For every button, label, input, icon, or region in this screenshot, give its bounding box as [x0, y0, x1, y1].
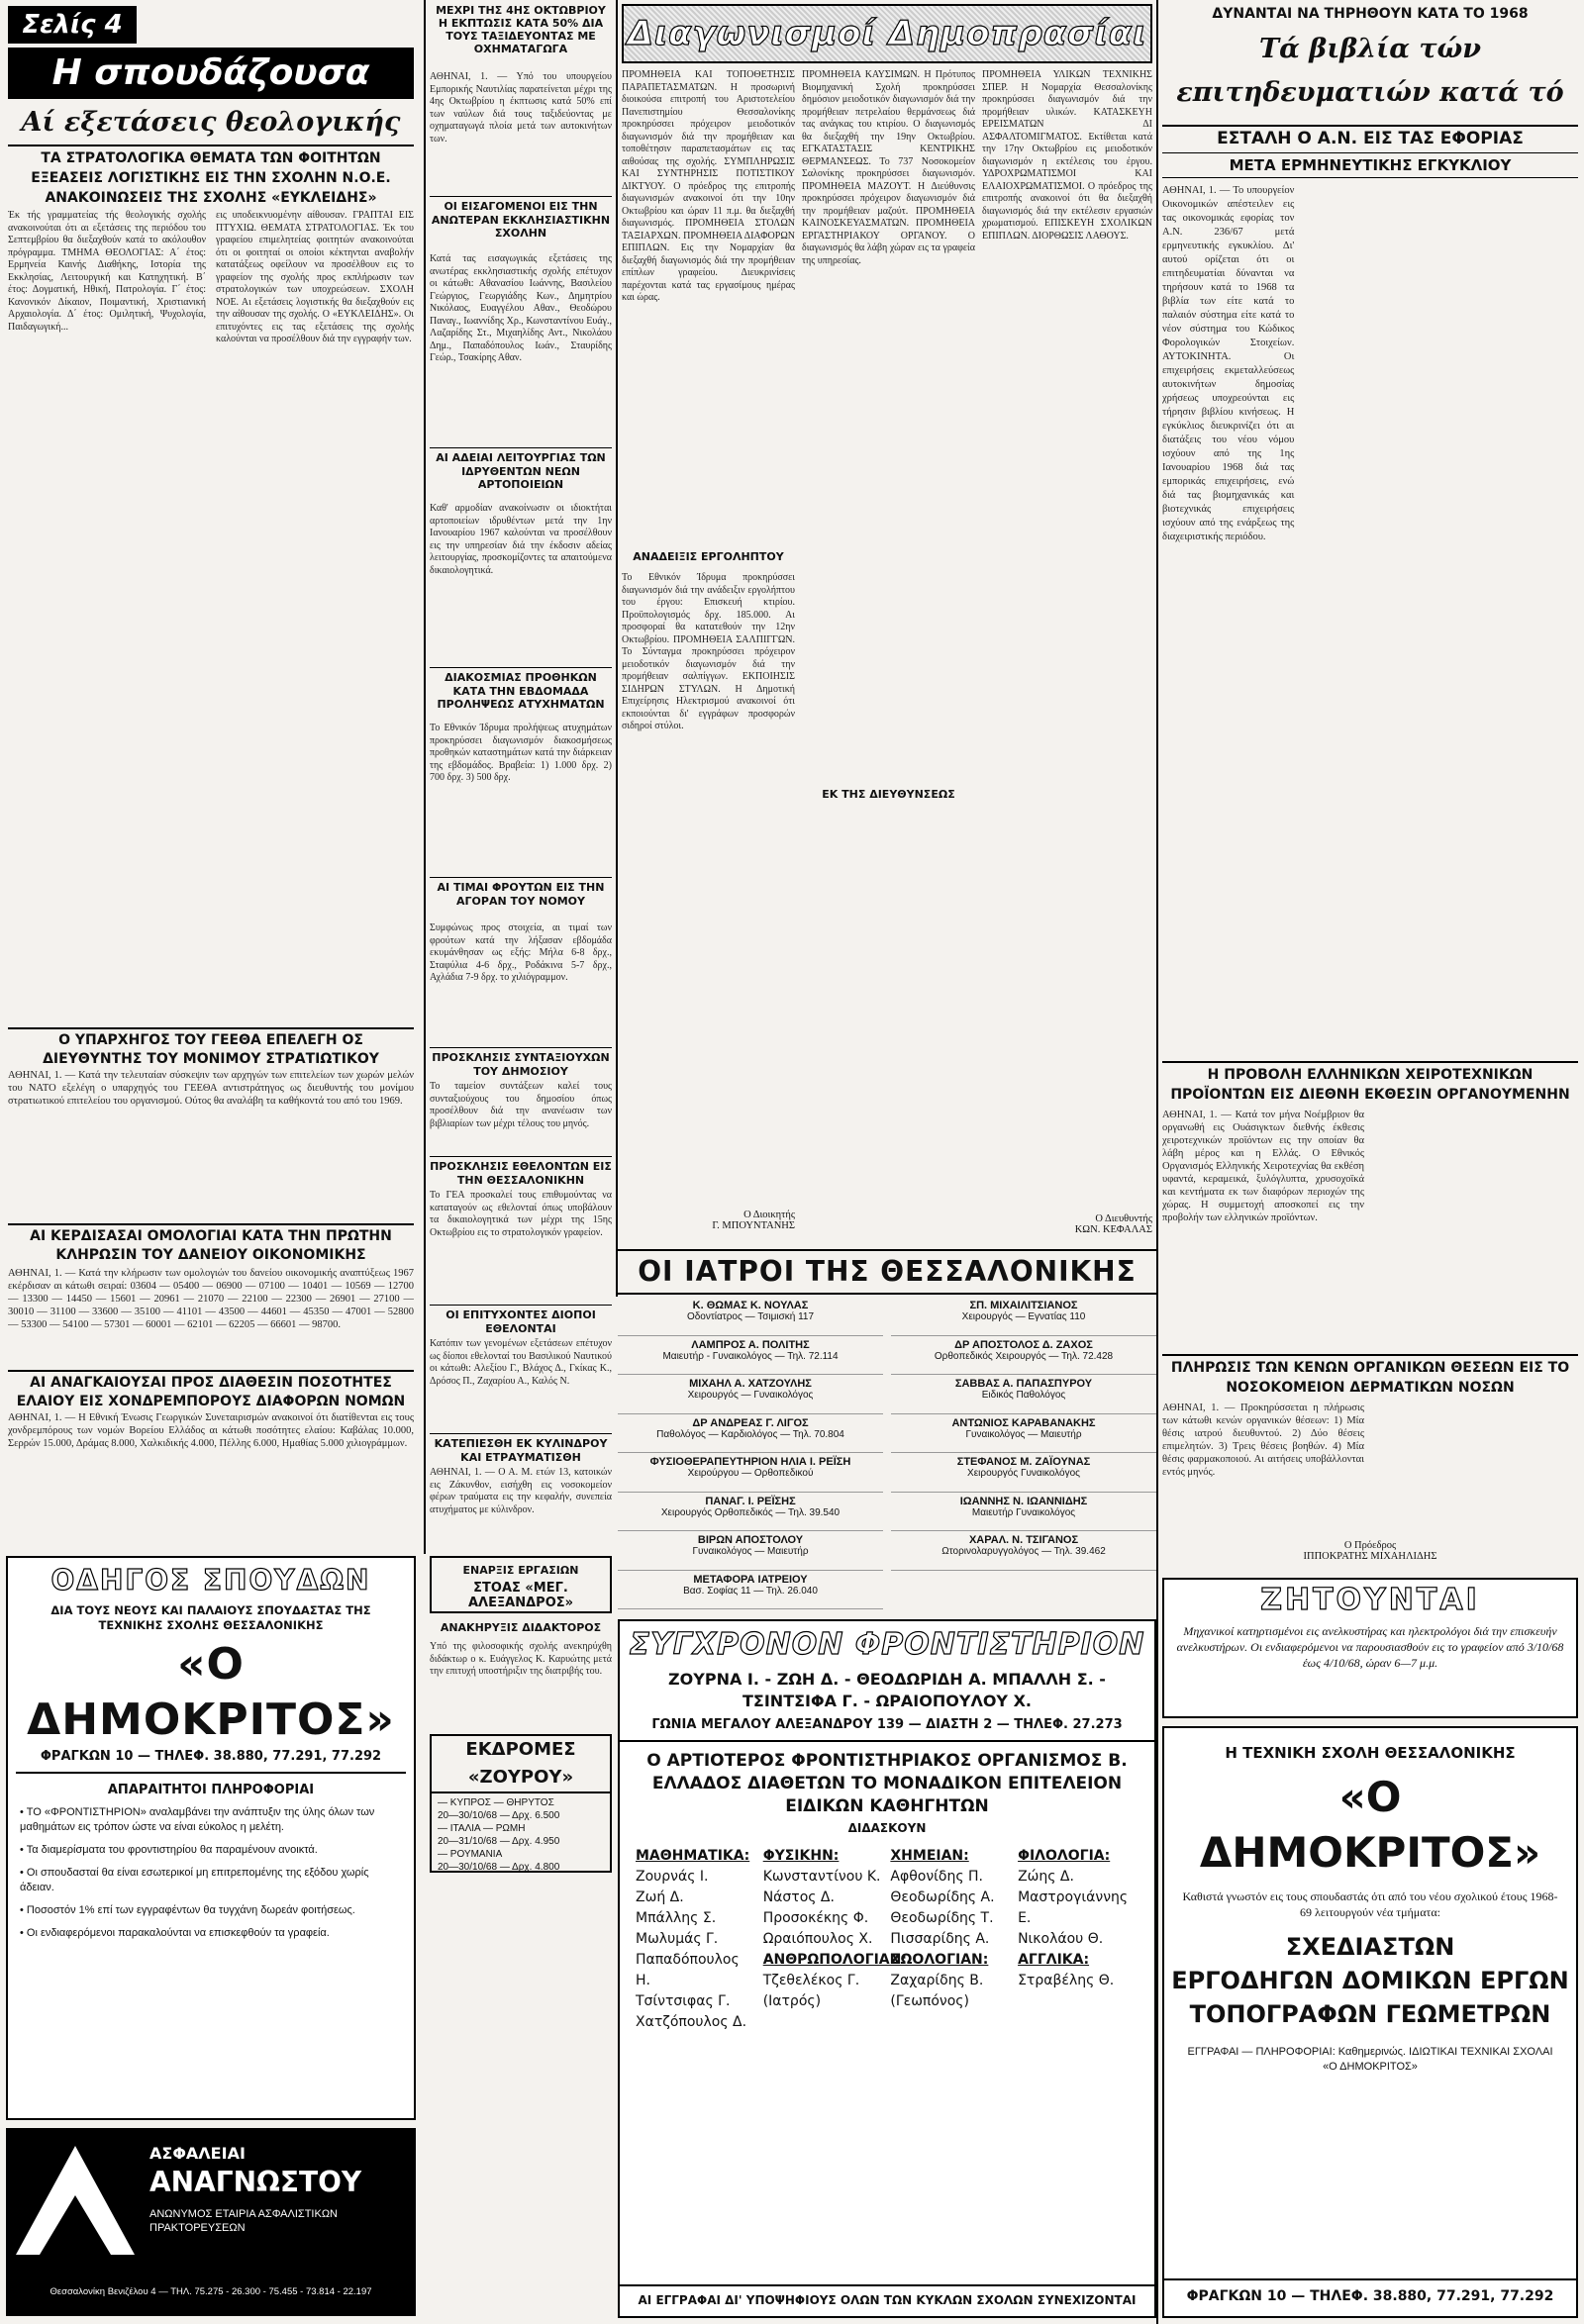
advertisement-excursions [430, 1734, 612, 1873]
ad-info-list [20, 1805, 402, 1941]
ad-school-name: «Ο ΔΗΜΟΚΡΙΤΟΣ» [27, 1639, 395, 1745]
column-rule [424, 0, 426, 1554]
article-headline: ΜΕΧΡΙ ΤΗΣ 4ΗΣ ΟΚΤΩΒΡΙΟΥ Η ΕΚΠΤΩΣΙΣ ΚΑΤΑ 50% ΔΙΑ ΤΟΥΣ ΤΑΞΙΔΕΥΟΝΤΑΣ ΜΕ ΟΧΗΜΑΤΑΓΩΓΑ [436, 4, 606, 55]
section-banner: Η σπουδάζουσα [8, 48, 414, 99]
article-headline: ΤΑ ΣΤΡΑΤΟΛΟΓΙΚΑ ΘΕΜΑΤΑ ΤΩΝ ΦΟΙΤΗΤΩΝ ΕΞΕΑΣΕΙΣ ΛΟΓΙΣΤΙΚΗΣ ΕΙΣ ΤΗΝ ΣΧΟΛΗΝ Ν.Ο.Ε. ΑΝΑΚΟΙΝΩΣΕΙΣ ΤΗΣ ΣΧΟΛΗΣ «ΕΥΚΛΕΙΔΗΣ» [8, 145, 414, 206]
teacher-name: Θεοδωρίδης Τ. [890, 1910, 994, 1926]
advertisement-democritos-2 [1162, 1726, 1578, 2318]
article-body: εις υποδεικνυομένην αίθουσαν. ΓΡΑΠΤΑΙ ΕΙΣ ΠΤΥΧΙΩ. ΘΕΜΑΤΑ ΣΤΡΑΤΟΛΟΓΙΑΣ. Έκ του γραφείου επιμελητείας φοιτητών ανακοινούται ότι οι φοιτηταί οι οποίοι κέκτηνται αναβολήν κατατάξεως οφείλουν να προσέλθουν εις το γραφείον της σχολής προς εκπλήρωσιν των στρατολογικών των υποχρεώσεων. ΣΧΟΛΗ ΝΟΕ. Αι εξετάσεις λογιστικής θα διεξαχθούν εις την αίθουσαν της σχολής. Ο «ΕΥΚΛΕΙΔΗΣ». Οι επιτυχόντες εις τας εξετάσεις της σχολής καλούνται να προσέλθουν διά την εγγραφήν των. [216, 210, 414, 344]
article-body: Έκ τής γραμματείας τής θεολογικής σχολής ανακοινούται ότι αι εξετάσεις της περιόδου του Σεπτεμβρίου θα διεξαχθούν κατά το ακόλουθον πρόγραμμα. ΤΜΗΜΑ ΘΕΟΛΟΓΙΑΣ: Α΄ έτος: Ερμηνεία Καινής Διαθήκης, Ιστορία της Εκκλησίας, Λειτουργική και Κατηχητική. Β΄ έτος: Δογματική, Ηθική, Πατρολογία. Γ΄ έτος: Κανονικόν Δίκαιον, Ποιμαντική, Χριστιανική Αρχαιολογία. Δ΄ έτος: Ομιλητική, Ψυχολογία, Παιδαγωγική... [8, 210, 206, 333]
article-body: Το Εθνικόν Ίδρυμα προλήψεως ατυχημάτων προκηρύσσει διαγωνισμόν διακοσμήσεως προθηκών καταστημάτων κατά την διάρκειαν της εβδομάδος. Βραβεία: 1) 1.000 δρχ. 2) 700 δρχ. 3) 500 δρχ. [430, 723, 612, 783]
doctor-listing [618, 1414, 883, 1454]
teacher-name: Πισσαρίδης Α. [890, 1931, 990, 1947]
doctor-listing [618, 1571, 883, 1610]
article-body: Το ΓΕΑ προσκαλεί τους επιθυμούντας να καταταγούν ως εθελονταί όπως υποβάλουν τα δικαιολογητικά των μέχρι της 15ης Οκτωβρίου εις το στρατολογικόν γραφείον. [430, 1190, 612, 1238]
triangle-logo-inner [40, 2195, 111, 2255]
doctor-info: Οδοντίατρος — Τσιμισκή 117 [686, 1311, 815, 1322]
article-body: ΑΘΗΝΑΙ, 1. — Κατά την τελευταίαν σύσκεψιν των αρχηγών των επιτελείων των χωρών μελών του ΝΑΤΟ εξελέγη ο υπαρχηγός του ΓΕΕΘΑ αντιστράτηγος ως διευθυντής του μονίμου στρατιωτικού επιτελείου του οργανισμού. Ούτος θα αναλάβη τα καθήκοντά του από του 1969. [8, 1070, 414, 1107]
article-headline: ΑΙ ΑΝΑΓΚΑΙΟΥΣΑΙ ΠΡΟΣ ΔΙΑΘΕΣΙΝ ΠΟΣΟΤΗΤΕΣ ΕΛΑΙΟΥ ΕΙΣ ΧΟΝΔΡΕΜΠΟΡΟΥΣ ΔΙΑΦΟΡΩΝ ΝΟΜΩΝ [8, 1370, 414, 1409]
doctor-listing [618, 1297, 883, 1336]
doctor-info: Μαιευτήρ Γυναικολόγος [971, 1506, 1076, 1518]
article-body: Το Εθνικόν Ίδρυμα προκηρύσσει διαγωνισμόν διά την ανάδειξιν εργολήπτου του έργου: Επισκευή κτιρίου. Προϋπολογισμός δρχ. 185.000. Αι προσφοραί θα κατατεθούν την 12ην Οκτωβρίου. ΠΡΟΜΗΘΕΙΑ ΣΑΛΠΙΓΓΩΝ. Το Σύνταγμα προκηρύσσει πρόχειρον μειοδοτικόν διαγωνισμόν διά την προμήθειαν σαλπίγγων. ΕΚΠΟΙΗΣΙΣ ΣΙΔΗΡΩΝ ΣΤΥΛΩΝ. Η Δημοτική Επιχείρησις Ηλεκτρισμού ανακοινοί ότι εκποιούνται δι' εγγράφων προσφορών σιδηροί στύλοι. [622, 572, 795, 731]
article-body: ΑΘΗΝΑΙ, 1. — Η Εθνική Ένωσις Γεωργικών Συνεταιρισμών ανακοινοί ότι διατίθενται εις τους χονδρεμπόρους των νομών Βορείου Ελλάδος αι κάτωθι ποσότητες ελαίου: Καβάλας 10.000, Σερρών 15.000, Δράμας 8.000, Χαλκιδικής 4.000, Πέλλης 6.000, Ημαθίας 5.000 χιλιογράμμων. [8, 1412, 414, 1449]
article-headline: ΠΡΟΣΚΛΗΣΙΣ ΣΥΝΤΑΞΙΟΥΧΩΝ ΤΟΥ ΔΗΜΟΣΙΟΥ [430, 1047, 612, 1079]
ad-course-item: ΣΧΕΔΙΑΣΤΩΝ [1285, 1933, 1455, 1961]
ad-teachers: ΖΟΥΡΝΑ Ι. - ΖΩΗ Δ. - ΘΕΟΔΩΡΙΔΗ Α. ΜΠΑΛΛΗ Σ. - ΤΣΙΝΤΣΙΦΑ Γ. - ΩΡΑΙΟΠΟΥΛΟΥ Χ. [668, 1670, 1106, 1710]
doctor-name: ΦΥΣΙΟΘΕΡΑΠΕΥΤΗΡΙΟΝ ΗΛΙΑ Ι. ΡΕΪΣΗ [649, 1456, 851, 1468]
teacher-name: Μπάλλης Σ. [636, 1910, 717, 1926]
subject-heading: ΦΙΛΟΛΟΓΙΑ: [1018, 1848, 1111, 1864]
article-body: Το ταμείον συντάξεων καλεί τους συνταξιούχους του δημοσίου όπως προσέλθουν διά την ανανέωσιν των βιβλιαρίων των μέχρι τέλους του μηνός. [430, 1081, 612, 1129]
doctor-info: Μαιευτήρ - Γυναικολόγος — Τηλ. 72.114 [662, 1350, 839, 1362]
ad-course-item: ΕΡΓΟΔΗΓΩΝ ΔΟΜΙΚΩΝ ΕΡΓΩΝ [1171, 1967, 1569, 1994]
doctors-title: ΟΙ ΙΑΤΡΟΙ ΤΗΣ ΘΕΣΣΑΛΟΝΙΚΗΣ [638, 1255, 1137, 1288]
ad-courses [1164, 1930, 1576, 2031]
article-headline: ΕΚ ΤΗΣ ΔΙΕΥΘΥΝΣΕΩΣ [822, 788, 955, 801]
ad-company-name: ΑΝΑΓΝΩΣΤΟΥ [149, 2166, 362, 2198]
doctor-name: ΣΑΒΒΑΣ Α. ΠΑΠΑΣΠΥΡΟΥ [954, 1378, 1093, 1390]
doctor-name: ΧΑΡΑΛ. Ν. ΤΣΙΓΑΝΟΣ [968, 1534, 1079, 1546]
article-headline: ΑΝΑΚΗΡΥΞΙΣ ΔΙΔΑΚΤΟΡΟΣ [440, 1621, 602, 1634]
teacher-name: Θεοδωρίδης Α. [890, 1889, 995, 1905]
doctor-listing [891, 1297, 1156, 1336]
notice-box [430, 1556, 612, 1613]
article-headline: ΑΙ ΑΔΕΙΑΙ ΛΕΙΤΟΥΡΓΙΑΣ ΤΩΝ ΙΔΡΥΘΕΝΤΩΝ ΝΕΩΝ ΑΡΤΟΠΟΙΕΙΩΝ [430, 447, 612, 501]
excursion-line: 20—30/10/68 — Δρχ. 4.800 [438, 1862, 560, 1873]
article-subheadline: ΕΣΤΑΛΗ Ο Α.Ν. ΕΙΣ ΤΑΣ ΕΦΟΡΙΑΣ [1162, 125, 1578, 150]
article-headline: ΟΙ ΕΠΙΤΥΧΟΝΤΕΣ ΔΙΟΠΟΙ ΕΘΕΛΟΝΤΑΙ [430, 1305, 612, 1336]
doctor-listing [618, 1336, 883, 1376]
ad-heading: ΣΥΓΧΡΟΝΟΝ ΦΡΟΝΤΙΣΤΗΡΙΟΝ [629, 1627, 1145, 1662]
teacher-name: Κωνσταντίνου Κ. [762, 1869, 881, 1885]
ad-address: ΦΡΑΓΚΩΝ 10 — ΤΗΛΕΦ. 38.880, 77.291, 77.292 [16, 1748, 406, 1774]
doctor-info: Βασ. Σοφίας 11 — Τηλ. 26.040 [683, 1585, 818, 1597]
article-headline: Τά βιβλία τών επιτηδευματιών κατά τό [1176, 34, 1564, 108]
article-headline: ΑΙ ΤΙΜΑΙ ΦΡΟΥΤΩΝ ΕΙΣ ΤΗΝ ΑΓΟΡΑΝ ΤΟΥ ΝΟΜΟΥ [430, 877, 612, 920]
teacher-name: Νάστος Δ. [762, 1889, 835, 1905]
article-body: ΑΘΗΝΑΙ, 1. — Κατά την κλήρωσιν των ομολογιών του δανείου οικονομικής αναπτύξεως 1967 εκέρδισαν αι κάτωθι σειραί: 03604 — 05400 — 06900 — 07100 — 10401 — 10569 — 12700 — 13300 — 14450 — 15601 — 20961 — 21070 — 22100 — 22300 — 26901 — 27100 — 30010 — 31100 — 33600 — 35100 — 41101 — 43500 — 44601 — 45350 — 47001 — 52800 — 53300 — 54100 — 57301 — 60001 — 62101 — 62205 — 66601 — 98700. [8, 1268, 414, 1330]
doctor-listing [618, 1375, 883, 1414]
ad-school-name: «Ο ΔΗΜΟΚΡΙΤΟΣ» [1199, 1773, 1541, 1877]
article-body: ΑΘΗΝΑΙ, 1. — Υπό του υπουργείου Εμπορικής Ναυτιλίας παρατείνεται μέχρι της 4ης Οκτωβρίου η έκπτωσις κατά 50% επί των ναύλων διά τους ταξιδεύοντας με οχηματαγωγά πλοία μετά των αυτοκινήτων των. [430, 71, 612, 145]
teacher-name: Τζεθελέκος Γ. [762, 1973, 860, 1988]
section-banner: Διαγωνισμοί Δημοπρασίαι [627, 14, 1147, 53]
excursion-line: — ΡΟΥΜΑΝΙΑ [438, 1849, 503, 1860]
doctor-listing [891, 1531, 1156, 1571]
ad-address: ΦΡΑΓΚΩΝ 10 — ΤΗΛΕΦ. 38.880, 77.291, 77.292 [1164, 2278, 1576, 2306]
doctors-directory [618, 1297, 1156, 1609]
doctor-info: Παθολόγος — Καρδιολόγος — Τηλ. 70.804 [656, 1428, 844, 1440]
doctor-name: Κ. ΘΩΜΑΣ Κ. ΝΟΥΛΑΣ [692, 1300, 809, 1311]
teacher-name: Προσοκέκης Φ. [762, 1910, 869, 1926]
article-body: Συμφώνως προς στοιχεία, αι τιμαί των φρούτων κατά την λήξασαν εβδομάδα εκυμάνθησαν ως εξής: Μήλα 6-8 δρχ., Σταφύλια 4-6 δρχ., Ροδάκινα 5-7 δρχ., Αχλάδια 7-9 δρχ. το χιλιόγραμμον. [430, 922, 612, 983]
doctor-info: Ορθοπεδικός Χειρουργός — Τηλ. 72.428 [934, 1350, 1114, 1362]
excursion-list [432, 1793, 610, 1873]
doctors-header [618, 1249, 1156, 1295]
doctor-listing [618, 1531, 883, 1571]
ad-heading: ΑΣΦΑΛΕΙΑΙ [149, 2144, 246, 2163]
article-body: ΠΡΟΜΗΘΕΙΑ ΚΑΙ ΤΟΠΟΘΕΤΗΣΙΣ ΠΑΡΑΠΕΤΑΣΜΑΤΩΝ. Η προσωρινή διοικούσα επιτροπή του Αριστοτελείου Πανεπιστημίου Θεσσαλονίκης προκηρύσσει πρόχειρον μειοδοτικόν διαγωνισμόν διά την προμήθειαν και τοποθέτησιν παραπετασμάτων εις τας αιθούσας της σχολής. ΣΥΜΠΛΗΡΩΣΙΣ ΚΑΙ ΣΥΝΤΗΡΗΣΙΣ ΠΟΤΙΣΤΙΚΟΥ ΔΙΚΤΥΟΥ. Ο πρόεδρος της επιτροπής διαγωνισμών ανακοινοί ότι την 10ην Οκτωβρίου και ώραν 11 π.μ. θα διεξαχθή διαγωνισμός. ΠΡΟΜΗΘΕΙΑ ΣΤΟΛΩΝ ΤΑΞΙΑΡΧΩΝ. ΠΡΟΜΗΘΕΙΑ ΔΙΑΦΟΡΩΝ ΕΠΙΠΛΩΝ. Εις την Νομαρχίαν θα διεξαχθή διαγωνισμός διά την προμήθειαν επίπλων γραφείου. Διευκρινίσεις παρέχονται κατά τας εργασίμους ημέρας και ώρας. [622, 69, 795, 303]
doctor-listing [891, 1493, 1156, 1532]
teacher-name: Ζαχαρίδης Β. [890, 1973, 984, 1988]
subject-column [890, 1846, 1011, 2033]
article-body: ΠΡΟΜΗΘΕΙΑ ΚΑΥΣΙΜΩΝ. Η Πρότυπος Βιομηχανική Σχολή προκηρύσσει δημόσιον μειοδοτικόν διαγωνισμόν διά την προμήθειαν πετρελαίου θερμάνσεως διά τας ανάγκας του κτιρίου. Ο διαγωνισμός θα διεξαχθή την 19ην Οκτωβρίου. ΕΓΚΑΤΑΣΤΑΣΙΣ ΚΕΝΤΡΙΚΗΣ ΘΕΡΜΑΝΣΕΩΣ. Το 737 Νοσοκομείον Σαλονίκης προκηρύσσει διαγωνισμόν. ΠΡΟΜΗΘΕΙΑ ΜΑΖΟΥΤ. Η Διεύθυνσις προκηρύσσει πρόχειρον διαγωνισμόν διά την προμήθειαν μαζούτ. ΠΡΟΜΗΘΕΙΑ ΚΑΙΝΟΣΚΕΥΑΣΜΑΤΩΝ. ΠΡΟΜΗΘΕΙΑ ΕΡΓΑΣΤΗΡΙΑΚΟΥ ΟΡΓΑΝΟΥ. Ο διαγωνισμός θα λάβη χώραν εις τα γραφεία της υπηρεσίας. [802, 69, 975, 266]
ad-info-item: • Ποσοστόν 1% επί των εγγραφέντων θα τυγχάνη δωρεάν φοιτήσεως. [20, 1904, 355, 1916]
ad-info: ΕΓΓΡΑΦΑΙ — ΠΛΗΡΟΦΟΡΙΑΙ: Καθημερινώς. ΙΔΙΩΤΙΚΑΙ ΤΕΧΝΙΚΑΙ ΣΧΟΛΑΙ «Ο ΔΗΜΟΚΡΙΤΟΣ» [1187, 2046, 1553, 2073]
ad-body: Μηχανικοί κατηρτισμένοι εις ανελκυστήρας και ηλεκτρολόγοι διά την επισκευήν ανελκυστήρων. Οι ενδιαφερόμενοι να παρουσιασθούν εις το γραφείον από 3/10/68 έως 4/10/68, ώραν 6—7 μ.μ. [1176, 1624, 1564, 1670]
advertisement-insurance [6, 2128, 416, 2316]
ad-body: Καθιστά γνωστόν εις τους σπουδαστάς ότι από του νέου σχολικού έτους 1968-69 λειτουργούν νέα τμήματα: [1182, 1889, 1558, 1919]
subject-column [1018, 1846, 1138, 2033]
ad-footer: ΑΙ ΕΓΓΡΑΦΑΙ ΔΙ' ΥΠΟΨΗΦΙΟΥΣ ΟΛΩΝ ΤΩΝ ΚΥΚΛΩΝ ΣΧΟΛΩΝ ΣΥΝΕΧΙΖΟΝΤΑΙ [620, 2284, 1154, 2308]
article-body: ΑΘΗΝΑΙ, 1. — Ο Α. Μ. ετών 13, κατοικών εις Ζάκυνθον, εισήχθη εις νοσοκομείον φέρων τραύματα εις την κεφαλήν, συνεπεία ατυχήματος με κύλινδρον. [430, 1467, 612, 1515]
ad-heading: ΕΚΔΡΟΜΕΣ «ΖΟΥΡΟΥ» [432, 1736, 610, 1793]
excursion-line: 20—31/10/68 — Δρχ. 4.950 [438, 1836, 560, 1847]
ad-address: Θεσσαλονίκη Βενιζέλου 4 — ΤΗΛ. 75.275 - 26.300 - 75.455 - 73.814 - 22.197 [50, 2286, 372, 2297]
teacher-name: Αφθονίδης Π. [890, 1869, 983, 1885]
excursion-line: — ΙΤΑΛΙΑ — ΡΩΜΗ [438, 1823, 526, 1834]
article-headline: ΑΝΑΔΕΙΞΙΣ ΕΡΓΟΛΗΠΤΟΥ [633, 550, 784, 563]
teacher-name: ΑΓΓΛΙΚΑ: [1018, 1952, 1090, 1968]
doctor-name: ΛΑΜΠΡΟΣ Α. ΠΟΛΙΤΗΣ [691, 1338, 810, 1351]
ad-info-item: • ΤΟ «ΦΡΟΝΤΙΣΤΗΡΙΟΝ» αναλαμβάνει την ανάπτυξιν της ύλης όλων των μαθημάτων εις τρόπον ώστε να είναι εύκολος η μελέτη. [20, 1806, 375, 1833]
ad-heading: ΟΔΗΓΟΣ ΣΠΟΥΔΩΝ [50, 1564, 371, 1597]
subjects-grid [636, 1846, 1138, 2033]
subject-heading: ΦΥΣΙΚΗΝ: [762, 1848, 840, 1864]
ad-info-item: • Οι ενδιαφερόμενοι παρακαλούνται να επισκεφθούν τα γραφεία. [20, 1927, 330, 1939]
ad-course-item: ΤΟΠΟΓΡΑΦΩΝ ΓΕΩΜΕΤΡΩΝ [1189, 2000, 1551, 2028]
ad-address: ΓΩΝΙΑ ΜΕΓΑΛΟΥ ΑΛΕΞΑΝΔΡΟΥ 139 — ΔΙΑΣΤΗ 2 — ΤΗΛΕΦ. 27.273 [620, 1716, 1154, 1742]
teacher-name: (Γεωπόνος) [890, 1993, 969, 2009]
teacher-name: Ζώης Δ. [1018, 1869, 1074, 1885]
doctor-name: ΠΑΝΑΓ. Ι. ΡΕΪΣΗΣ [705, 1495, 796, 1507]
ad-subtitle: ΑΝΩΝΥΜΟΣ ΕΤΑΙΡΙΑ ΑΣΦΑΛΙΣΤΙΚΩΝ ΠΡΑΚΤΟΡΕΥΣΕΩΝ [149, 2208, 338, 2234]
teacher-name: Παπαδόπουλος Η. [636, 1952, 740, 1988]
article-body: Καθ' αρμοδίαν ανακοίνωσιν οι ιδιοκτήται αρτοποιείων ιδρυθέντων μετά την 1ην Ιανουαρίου 1967 καλούνται να προσέλθουν εις την υπηρεσίαν διά την έκδοσιν αδείας λειτουργίας, προσκομίζοντες τα απαιτούμενα δικαιολογητικά. [430, 503, 612, 576]
ad-info-item: • Τα διαμερίσματα του φροντιστηρίου θα παραμένουν ανοικτά. [20, 1844, 318, 1856]
article-body: ΑΘΗΝΑΙ, 1. — Προκηρύσσεται η πλήρωσις των κάτωθι κενών οργανικών θέσεων: 1) Μία θέσις ιατρού διευθυντού. 2) Δύο θέσεις επιμελητών. 3) Τρεις θέσεις βοηθών. 4) Μία θέσις φαρμακοποιού. Αι αιτήσεις υποβάλλονται εντός μηνός. [1162, 1403, 1367, 1478]
doctor-listing [618, 1453, 883, 1493]
article-headline: ΠΡΟΣΚΛΗΣΙΣ ΕΘΕΛΟΝΤΩΝ ΕΙΣ ΤΗΝ ΘΕΣΣΑΛΟΝΙΚΗΝ [430, 1156, 612, 1188]
doctor-info: Χειρουργός — Εγνατίας 110 [961, 1311, 1086, 1322]
signature: Ο Διευθυντής ΚΩΝ. ΚΕΦΑΛΑΣ [1074, 1213, 1152, 1235]
doctor-name: ΑΝΤΩΝΙΟΣ ΚΑΡΑΒΑΝΑΚΗΣ [951, 1416, 1096, 1429]
doctor-name: ΔΡ ΑΠΟΣΤΟΛΟΣ Δ. ΖΑΧΟΣ [954, 1338, 1093, 1351]
teacher-name: Ωραιόπουλος Χ. [762, 1931, 873, 1947]
doctor-name: ΣΤΕΦΑΝΟΣ Μ. ΖΑΪΟΥΝΑΣ [956, 1456, 1091, 1468]
subject-column [636, 1846, 756, 2033]
doctor-info: Χειρουργός Γυναικολόγος [967, 1468, 1080, 1479]
signature: Ο Διοικητής Γ. ΜΠΟΥΝΤΑΝΗΣ [712, 1210, 795, 1231]
doctor-info: Ειδικός Παθολόγος [981, 1390, 1066, 1401]
doctor-listing [891, 1453, 1156, 1493]
article-kicker: ΔΥΝΑΝΤΑΙ ΝΑ ΤΗΡΗΘΟΥΝ ΚΑΤΑ ΤΟ 1968 [1212, 6, 1529, 22]
ad-heading: ΖΗΤΟΥΝΤΑΙ [1260, 1583, 1480, 1617]
subject-heading: ΜΑΘΗΜΑΤΙΚΑ: [636, 1848, 750, 1864]
notice-heading: ΕΝΑΡΞΙΣ ΕΡΓΑΣΙΩΝ [462, 1564, 579, 1577]
article-body: Κατά τας εισαγωγικάς εξετάσεις της ανωτέρας εκκλησιαστικής σχολής επέτυχον οι κάτωθι: Αθανασίου Ιωάννης, Βασιλείου Γεώργιος, Γεωργιάδης Κων., Δημητρίου Νικόλαος, Ευαγγέλου Αθαν., Θεοδώρου Παναγ., Ιωαννίδης Χρ., Κωνσταντίνου Ευάγ., Λαζαρίδης Στ., Μιχαηλίδης Αντ., Νικολάου Δημ., Παπαδόπουλος Ιωάν., Σταυρίδης Γεώρ., Τσακίρης Αθαν. [430, 253, 612, 363]
teacher-name: ΑΝΘΡΩΠΟΛΟΓΙΑΝ: [762, 1952, 907, 1968]
doctor-name: ΜΙΧΑΗΛ Α. ΧΑΤΖΟΥΛΗΣ [689, 1378, 812, 1390]
doctor-name: ΜΕΤΑΦΟΡΑ ΙΑΤΡΕΙΟΥ [693, 1573, 808, 1586]
article-body: ΑΘΗΝΑΙ, 1. — Κατά τον μήνα Νοέμβριον θα οργανωθή εις Ουάσιγκτων διεθνής έκθεσις χειροτεχνικών προϊόντων εις την οποίαν θα λάβη μέρος και η Ελλάς. Ο Εθνικός Οργανισμός Ελληνικής Χειροτεχνίας θα εκθέση υφαντά, κεραμεικά, ξυλόγλυπτα, χρυσοχοϊκά και κεντήματα εκ των διαφόρων περιοχών της χώρας. Η συμμετοχή αποσκοπεί εις την προβολήν των ελληνικών προϊόντων. [1162, 1110, 1367, 1223]
article-headline: ΟΙ ΕΙΣΑΓΟΜΕΝΟΙ ΕΙΣ ΤΗΝ ΑΝΩΤΕΡΑΝ ΕΚΚΛΗΣΙΑΣΤΙΚΗΝ ΣΧΟΛΗΝ [430, 196, 612, 251]
ad-slogan: Ο ΑΡΤΙΟΤΕΡΟΣ ΦΡΟΝΤΙΣΤΗΡΙΑΚΟΣ ΟΡΓΑΝΙΣΜΟΣ Β. ΕΛΛΑΔΟΣ ΔΙΑΘΕΤΩΝ ΤΟ ΜΟΝΑΔΙΚΟΝ ΕΠΙΤΕΛΕΙΟΝ ΕΙΔΙΚΩΝ ΚΑΘΗΓΗΤΩΝ [646, 1751, 1128, 1816]
article-body: ΑΘΗΝΑΙ, 1. — Το υπουργείον Οικονομικών απέστειλεν εις τας οικονομικάς εφορίας τον Α.Ν. 236/67 μετά ερμηνευτικής εγκυκλίου. Δι' αυτού ορίζεται ότι οι επιτηδευματίαι δύνανται να τηρήσουν κατά το 1968 τα βιβλία των είτε κατά το παλαιόν σύστημα είτε κατά το νέον σύστημα του Κώδικος Φορολογικών Στοιχείων. ΑΥΤΟΚΙΝΗΤΑ. Οι επιχειρήσεις εκμεταλλεύσεως αυτοκινήτων δημοσίας χρήσεως υποχρεούνται εις τήρησιν βιβλίου κινήσεως. Η εγκύκλιος διευκρινίζει ότι αι διατάξεις του νέου νόμου ισχύουν από της 1ης Ιανουαρίου 1968 διά τας εμπορικάς επιχειρήσεις, ενώ διά τας βιομηχανικάς και βιοτεχνικάς επιχειρήσεις ισχύουν από της ενάρξεως της διαχειριστικής περιόδου. [1162, 185, 1297, 542]
doctor-name: ΔΡ ΑΝΔΡΕΑΣ Γ. ΛΙΓΟΣ [692, 1416, 809, 1429]
ad-subheading: ΔΙΑ ΤΟΥΣ ΝΕΟΥΣ ΚΑΙ ΠΑΛΑΙΟΥΣ ΣΠΟΥΔΑΣΤΑΣ ΤΗΣ ΤΕΧΝΙΚΗΣ ΣΧΟΛΗΣ ΘΕΣΣΑΛΟΝΙΚΗΣ [50, 1603, 371, 1632]
teacher-name: Μαστρογιάννης Ε. [1018, 1889, 1129, 1926]
excursion-line: 20—30/10/68 — Δρχ. 6.500 [438, 1810, 560, 1821]
doctor-info: Χειρουργός Ορθοπεδικός — Τηλ. 39.540 [660, 1506, 841, 1518]
excursion-line: — ΚΥΠΡΟΣ — ΘΗΡΥΤΟΣ [438, 1797, 554, 1808]
doctor-info: Χειρουργός — Γυναικολόγος [687, 1390, 814, 1401]
ad-didaskoun: ΔΙΔΑΣΚΟΥΝ [847, 1821, 927, 1835]
ad-subheading: Η ΤΕΧΝΙΚΗ ΣΧΟΛΗ ΘΕΣΣΑΛΟΝΙΚΗΣ [1225, 1744, 1516, 1762]
teacher-name: Χατζόπουλος Δ. [636, 2014, 747, 2030]
teacher-name: ΖΩΟΛΟΓΙΑΝ: [890, 1952, 989, 1968]
doctor-info: Γυναικολόγος — Μαιευτήρ [692, 1546, 809, 1557]
article-headline: ΑΙ ΚΕΡΔΙΣΑΣΑΙ ΟΜΟΛΟΓΙΑΙ ΚΑΤΑ ΤΗΝ ΠΡΩΤΗΝ ΚΛΗΡΩΣΙΝ ΤΟΥ ΔΑΝΕΙΟΥ ΟΙΚΟΝΟΜΙΚΗΣ [8, 1223, 414, 1265]
teacher-name: Τσίντσιφας Γ. [636, 1993, 731, 2009]
doctor-info: Χειρούργου — Ορθοπεδικού [687, 1468, 814, 1479]
article-headline: Ο ΥΠΑΡΧΗΓΟΣ ΤΟΥ ΓΕΕΘΑ ΕΠΕΛΕΓΗ ΟΣ ΔΙΕΥΘΥΝΤΗΣ ΤΟΥ ΜΟΝΙΜΟΥ ΣΤΡΑΤΙΩΤΙΚΟΥ [8, 1027, 414, 1067]
ad-info-heading: ΑΠΑΡΑΙΤΗΤΟΙ ΠΛΗΡΟΦΟΡΙΑΙ [107, 1783, 315, 1797]
signature: Ο Πρόεδρος ΙΠΠΟΚΡΑΤΗΣ ΜΙΧΑΗΛΙΔΗΣ [1303, 1540, 1437, 1562]
article-headline: ΚΑΤΕΠΙΕΣΘΗ ΕΚ ΚΥΛΙΝΔΡΟΥ ΚΑΙ ΕΤΡΑΥΜΑΤΙΣΘΗ [430, 1433, 612, 1465]
article-headline: Αί εξετάσεις θεολογικής [21, 107, 401, 138]
doctor-name: ΙΩΑΝΝΗΣ Ν. ΙΩΑΝΝΙΔΗΣ [959, 1495, 1088, 1507]
doctor-listing [891, 1336, 1156, 1376]
teacher-name: Ζωή Δ. [636, 1889, 684, 1905]
ad-info-item: • Οι σπουδασταί θα είναι εσωτερικοί μη επιτρεπομένης της εξόδου χωρίς άδειαν. [20, 1867, 369, 1893]
subject-heading: ΧΗΜΕΙΑΝ: [890, 1848, 969, 1864]
article-headline: ΔΙΑΚΟΣΜΙΑΣ ΠΡΟΘΗΚΩΝ ΚΑΤΑ ΤΗΝ ΕΒΔΟΜΑΔΑ ΠΡΟΛΗΨΕΩΣ ΑΤΥΧΗΜΑΤΩΝ [430, 667, 612, 721]
advertisement-frontistirion [618, 1619, 1156, 2318]
teacher-name: Μωλυμάς Γ. [636, 1931, 719, 1947]
subject-column [762, 1846, 907, 2033]
doctor-listing [891, 1414, 1156, 1454]
column-rule [616, 0, 618, 1297]
advertisement-democritos [6, 1556, 416, 2120]
teacher-name: Νικολάου Θ. [1018, 1931, 1104, 1947]
notice-name: ΣΤΟΑΣ «ΜΕΓ. ΑΛΕΞΑΝΔΡΟΣ» [467, 1581, 574, 1610]
advertisement-wanted [1162, 1578, 1578, 1718]
article-body: Κατόπιν των γενομένων εξετάσεων επέτυχον ως δίοποι εθελονταί του Βασιλικού Ναυτικού οι κάτωθι: Αλεξίου Γ., Βλάχος Δ., Γκίκας Κ., Δρόσος Π., Ζαχαρίου Α., Καλός Ν. [430, 1338, 612, 1387]
section-banner-box [622, 4, 1152, 63]
article-headline: Η ΠΡΟΒΟΛΗ ΕΛΛΗΝΙΚΩΝ ΧΕΙΡΟΤΕΧΝΙΚΩΝ ΠΡΟΪΟΝΤΩΝ ΕΙΣ ΔΙΕΘΝΗ ΕΚΘΕΣΙΝ ΟΡΓΑΝΟΥΜΕΝΗΝ [1162, 1061, 1578, 1105]
article-body: Υπό της φιλοσοφικής σχολής ανεκηρύχθη διδάκτωρ ο κ. Ευάγγελος Κ. Καρυώτης μετά την επιτυχή υποστήριξιν της διατριβής του. [430, 1641, 612, 1677]
teacher-name: (Ιατρός) [762, 1993, 822, 2009]
column-rule [1156, 0, 1158, 2324]
page-number-tag: Σελίς 4 [8, 6, 137, 44]
doctor-info: Γυναικολόγος — Μαιευτήρ [965, 1428, 1082, 1440]
article-subheadline: ΜΕΤΑ ΕΡΜΗΝΕΥΤΙΚΗΣ ΕΓΚΥΚΛΙΟΥ [1162, 152, 1578, 178]
teacher-name: Ζουρνάς Ι. [636, 1869, 709, 1885]
doctor-listing [891, 1375, 1156, 1414]
article-headline: ΠΛΗΡΩΣΙΣ ΤΩΝ ΚΕΝΩΝ ΟΡΓΑΝΙΚΩΝ ΘΕΣΕΩΝ ΕΙΣ ΤΟ ΝΟΣΟΚΟΜΕΙΟΝ ΔΕΡΜΑΤΙΚΩΝ ΝΟΣΩΝ [1162, 1354, 1578, 1398]
article-body: ΠΡΟΜΗΘΕΙΑ ΥΛΙΚΩΝ ΤΕΧΝΙΚΗΣ ΣΠΕΡ. Η Νομαρχία Θεσσαλονίκης προκηρύσσει διαγωνισμόν διά την προμήθειαν υλικών. ΚΑΤΑΣΚΕΥΗ ΕΡΕΙΣΜΑΤΩΝ ΔΙ ΑΣΦΑΛΤΟΜΙΓΜΑΤΟΣ. Εκτίθεται κατά την 17ην Οκτωβρίου εις μειοδοτικόν διαγωνισμόν η εκτέλεσις του έργου. ΥΔΡΟΧΡΩΜΑΤΙΣΜΟΙ ΚΑΙ ΕΛΑΙΟΧΡΩΜΑΤΙΣΜΟΙ. Ο πρόεδρος της επιτροπής ανακοινοί ότι θα διεξαχθή διαγωνισμός διά την εκτέλεσιν εργασιών χρωματισμού. ΕΠΙΣΚΕΥΗ ΣΧΟΛΙΚΩΝ ΕΠΙΠΛΩΝ. ΔΙΟΡΘΩΣΙΣ ΛΑΘΟΥΣ. [982, 69, 1152, 242]
doctor-name: ΒΙΡΩΝ ΑΠΟΣΤΟΛΟΥ [697, 1534, 804, 1546]
doctor-info: Ωτορινολαρυγγολόγος — Τηλ. 39.462 [941, 1546, 1106, 1557]
doctor-name: ΣΠ. ΜΙΧΑΙΛΙΤΣΙΑΝΟΣ [969, 1300, 1078, 1311]
doctor-listing [618, 1493, 883, 1532]
teacher-name: Στραβέλης Θ. [1018, 1973, 1115, 1988]
